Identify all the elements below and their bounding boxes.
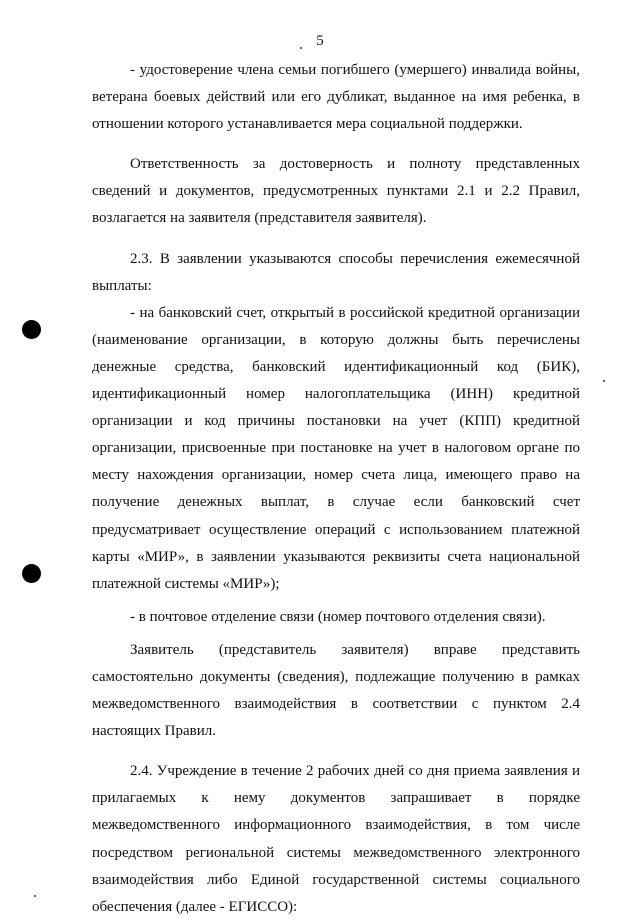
paragraph-section-2-4: 2.4. Учреждение в течение 2 рабочих дней со дня приема заявления и прилагаемых к нему документов запрашивает в порядке межведомственного информационного взаимодействия, в том числе посредством региональной системы межведомственного электронного взаимодействия либо Единой государственной системы социального обеспечения (далее - ЕГИССО):	[92, 763, 580, 915]
punch-hole-upper	[22, 320, 41, 339]
document-body	[92, 57, 580, 921]
paragraph-post-office: - в почтовое отделение связи (номер почтового отделения связи).	[130, 608, 546, 625]
scan-speck	[603, 380, 605, 382]
page-number: 5	[316, 33, 324, 49]
scan-speck	[300, 47, 302, 49]
paragraph-bank-account: - на банковский счет, открытый в российской кредитной организации (наименование организации, в которую должны быть перечислены денежные средства, банковский идентификационный код (БИК), идентификационный номер налогоплательщика (ИНН) кредитной организации и код причины постановки на учет (КПП) кредитной организации, присвоенные при постановке на учет в налоговом органе по месту нахождения организации, номер счета лица, имеющего право на получение денежных выплат, в случае если банковский счет предусматривает осуществление операций с использованием платежной карты «МИР», в заявлении указываются реквизиты счета национальной платежной системы «МИР»);	[92, 304, 580, 592]
paragraph-war-invalid-family-id: - удостоверение члена семьи погибшего (умершего) инвалида войны, ветерана боевых действий или его дубликат, выданное на имя ребенка, в отношении которого устанавливается мера социальной поддержки.	[92, 62, 580, 133]
punch-hole-lower	[22, 564, 41, 583]
paragraph-responsibility: Ответственность за достоверность и полноту представленных сведений и документов, предусмотренных пунктами 2.1 и 2.2 Правил, возлагается на заявителя (представителя заявителя).	[92, 156, 580, 227]
scan-speck	[34, 895, 36, 897]
paragraph-section-2-3: 2.3. В заявлении указываются способы перечисления ежемесячной выплаты:	[92, 250, 580, 294]
paragraph-applicant-rights: Заявитель (представитель заявителя) вправе представить самостоятельно документы (сведения), подлежащие получению в рамках межведомственного взаимодействия в соответствии с пунктом 2.4 настоящих Правил.	[92, 641, 580, 740]
